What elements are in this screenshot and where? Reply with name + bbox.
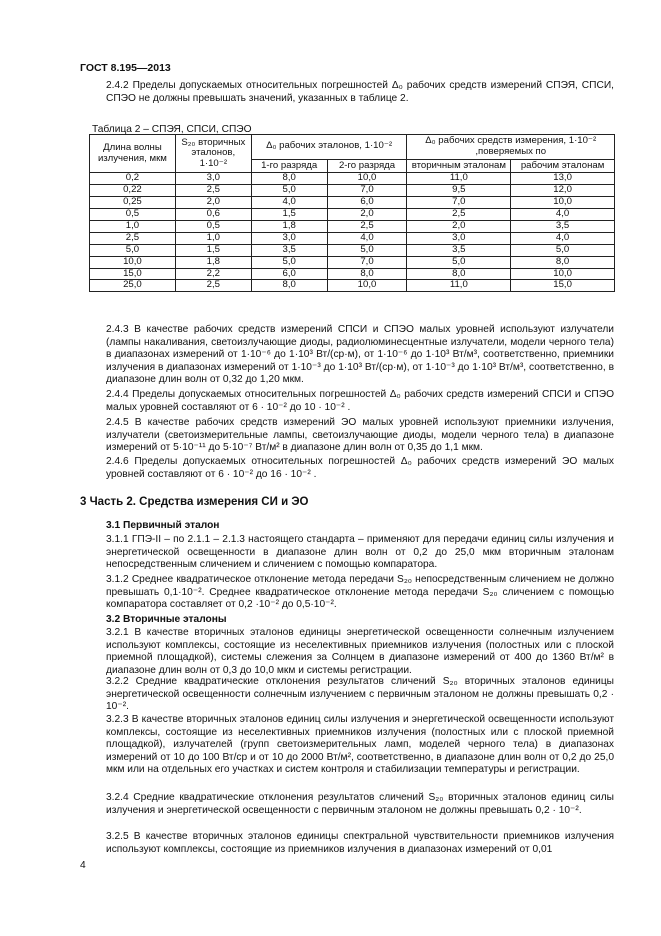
header-wavelength: Длина волны излучения, мкм — [90, 135, 176, 173]
table-cell: 5,0 — [251, 256, 327, 268]
header-secondary: S₂₀ вторичных эталонов, 1·10⁻² — [175, 135, 251, 173]
table-cell: 1,8 — [175, 256, 251, 268]
paragraph-3-2-2: 3.2.2 Средние квадратические отклонения результатов сличений S₂₀ вторичных эталонов единицы энергетической освещенности солнечным излучением с первичным эталоном не должны превышать 0,2 · 10⁻². — [106, 676, 614, 713]
table-cell: 3,5 — [251, 244, 327, 256]
table-2 — [89, 134, 615, 292]
section-3-heading: 3 Часть 2. Средства измерения СИ и ЭО — [80, 496, 309, 508]
header-working-etalons: Δ₀ рабочих эталонов, 1·10⁻² — [251, 135, 407, 160]
table-cell: 1,5 — [175, 244, 251, 256]
header-instruments: Δ₀ рабочих средств измерения, 1·10⁻² ,поверяемых по — [407, 135, 615, 160]
table-row — [90, 268, 615, 280]
table-cell: 5,0 — [251, 185, 327, 197]
header-secondary-etalons: вторичным эталонам — [407, 159, 511, 173]
table-row — [90, 256, 615, 268]
table-cell: 2,5 — [90, 232, 176, 244]
table-cell: 8,0 — [327, 268, 407, 280]
table-row — [90, 220, 615, 232]
table-cell: 4,0 — [327, 232, 407, 244]
paragraph-3-2-1: 3.2.1 В качестве вторичных эталонов единицы энергетической освещенности солнечным излучением используют комплексы, состоящие из неселективных приемников излучения (полостных или с плоской приемной площадкой), системы слежения за Солнцем в диапазоне измерений от 400 до 1360 Вт/м² в диапазоне длин волн от 0,3 до 10,0 мкм и системы регистрации. — [106, 627, 614, 676]
paragraph-3-2-4: 3.2.4 Средние квадратические отклонения результатов сличений S₂₀ вторичных эталонов единиц силы излучения и энергетической освещенности с первичным эталоном не должны превышать 0,2 · 10⁻². — [106, 792, 614, 816]
header-rank-1: 1-го разряда — [251, 159, 327, 173]
table-cell: 2,5 — [175, 185, 251, 197]
table-cell: 4,0 — [251, 197, 327, 209]
table-cell: 6,0 — [251, 268, 327, 280]
table-cell: 8,0 — [511, 256, 615, 268]
table-cell: 8,0 — [407, 268, 511, 280]
table-cell: 11,0 — [407, 173, 511, 185]
table-cell: 6,0 — [327, 197, 407, 209]
table-cell: 12,0 — [511, 185, 615, 197]
table-cell: 2,0 — [407, 220, 511, 232]
table-cell: 3,5 — [407, 244, 511, 256]
paragraph-3-1-2: 3.1.2 Среднее квадратическое отклонение метода передачи S₂₀ непосредственным сличением не должно превышать 0,1·10⁻². Среднее квадратическое отклонение метода передачи S₂₀ сличением с помощью компаратора составляет от 0,2 ·10⁻² до 0,5·10⁻². — [106, 574, 614, 611]
table-cell: 10,0 — [511, 197, 615, 209]
table-cell: 11,0 — [407, 280, 511, 292]
table-cell: 15,0 — [511, 280, 615, 292]
table-row — [90, 173, 615, 185]
paragraph-2-4-5: 2.4.5 В качестве рабочих средств измерений ЭО малых уровней используют приемники излучения, излучатели (светоизмерительные лампы, светоизлучающие диоды, модели черного тела) в диапазоне измерений от 5·10⁻¹¹ до 5·10⁻⁷ Вт/м² в диапазоне длин волн от 0,35 до 1,1 мкм. — [106, 417, 614, 454]
table-row — [90, 280, 615, 292]
table-cell: 9,5 — [407, 185, 511, 197]
table-cell: 10,0 — [511, 268, 615, 280]
table-cell: 7,0 — [407, 197, 511, 209]
table-cell: 2,5 — [327, 220, 407, 232]
table-cell: 2,2 — [175, 268, 251, 280]
subsection-3-1-heading: 3.1 Первичный эталон — [106, 520, 220, 531]
table-cell: 10,0 — [90, 256, 176, 268]
table-cell: 8,0 — [251, 173, 327, 185]
table-cell: 1,8 — [251, 220, 327, 232]
subsection-3-2-heading: 3.2 Вторичные эталоны — [106, 614, 227, 625]
table-cell: 0,5 — [90, 209, 176, 221]
paragraph-3-2-5: 3.2.5 В качестве вторичных эталонов единицы спектральной чувствительности приемников излучения используют комплексы, состоящие из приемников излучения в диапазонах измерений от 0,01 — [106, 831, 614, 855]
paragraph-2-4-3: 2.4.3 В качестве рабочих средств измерений СПСИ и СПЭО малых уровней используют излучатели (лампы накаливания, светоизлучающие диоды, радиолюминесцентные излучатели, модели черного тела) в диапазонах измерений от 1·10⁻⁶ до 1·10³ Вт/(ср·м), от 1·10⁻⁶ до 1·10³ Вт/м³, соответственно, приемники излучения в диапазонах измерений от 1·10⁻³ до 1·10³ Вт/(ср·м), от 1·10⁻³ до 1·10³ Вт/м³, соответственно, в диапазоне длин волн от 0,32 до 1,20 мкм. — [106, 324, 614, 386]
table-cell: 4,0 — [511, 209, 615, 221]
table-cell: 1,0 — [175, 232, 251, 244]
table-cell: 1,5 — [251, 209, 327, 221]
standard-header: ГОСТ 8.195—2013 — [80, 62, 171, 74]
table-cell: 7,0 — [327, 256, 407, 268]
table-cell: 25,0 — [90, 280, 176, 292]
table-cell: 3,0 — [251, 232, 327, 244]
page-number: 4 — [80, 860, 86, 871]
table-cell: 10,0 — [327, 173, 407, 185]
table-cell: 3,5 — [511, 220, 615, 232]
table-row — [90, 197, 615, 209]
table-cell: 0,25 — [90, 197, 176, 209]
table-row — [90, 232, 615, 244]
table-cell: 3,0 — [407, 232, 511, 244]
table-row — [90, 185, 615, 197]
paragraph-2-4-2: 2.4.2 Пределы допускаемых относительных погрешностей Δ₀ рабочих средств измерений СПЭЯ, СПСИ, СПЭО не должны превышать значений, указанных в таблице 2. — [106, 80, 614, 104]
table-cell: 0,6 — [175, 209, 251, 221]
table-cell: 1,0 — [90, 220, 176, 232]
paragraph-2-4-6: 2.4.6 Пределы допускаемых относительных погрешностей Δ₀ рабочих средств измерений ЭО малых уровней составляют от 6 · 10⁻² до 16 · 10⁻² . — [106, 456, 614, 480]
table-cell: 5,0 — [511, 244, 615, 256]
table-cell: 4,0 — [511, 232, 615, 244]
table-cell: 2,5 — [407, 209, 511, 221]
table-cell: 2,0 — [327, 209, 407, 221]
table-cell: 0,22 — [90, 185, 176, 197]
table-cell: 0,5 — [175, 220, 251, 232]
table-cell: 10,0 — [327, 280, 407, 292]
table-cell: 5,0 — [90, 244, 176, 256]
table-cell: 15,0 — [90, 268, 176, 280]
table-cell: 3,0 — [175, 173, 251, 185]
table-cell: 2,5 — [175, 280, 251, 292]
table-cell: 0,2 — [90, 173, 176, 185]
header-work-etalons: рабочим эталонам — [511, 159, 615, 173]
paragraph-3-1-1: 3.1.1 ГПЭ-II – по 2.1.1 – 2.1.3 настоящего стандарта – применяют для передачи единиц силы излучения и энергетической освещенности в диапазоне длин волн от 0,2 до 25,0 мкм вторичным эталонам непосредственным сличением и сличением с помощью компаратора. — [106, 534, 614, 571]
header-rank-2: 2-го разряда — [327, 159, 407, 173]
table-row — [90, 244, 615, 256]
table-cell: 8,0 — [251, 280, 327, 292]
paragraph-2-4-4: 2.4.4 Пределы допускаемых относительных погрешностей Δ₀ рабочих средств измерений СПСИ и СПЭО малых уровней составляют от 6 · 10⁻² до 10 · 10⁻² . — [106, 389, 614, 413]
table-cell: 5,0 — [327, 244, 407, 256]
table-cell: 5,0 — [407, 256, 511, 268]
paragraph-3-2-3: 3.2.3 В качестве вторичных эталонов единиц силы излучения и энергетической освещенности используют комплексы, состоящие из неселективных приемников излучения (полостных или с плоской приемной площадкой), излучателей (групп светоизмерительных ламп, моделей черного тела) в диапазонах измерений от 10 до 100 Вт/ср и от 10 до 2000 Вт/м², соответственно, в диапазоне длин волн от 0,2 до 25,0 мкм или на отдельных его участках и систем контроля и стабилизации температуры и регистрации. — [106, 714, 614, 776]
table-row — [90, 209, 615, 221]
table-cell: 7,0 — [327, 185, 407, 197]
table-caption: Таблица 2 – СПЭЯ, СПСИ, СПЭО — [92, 124, 252, 135]
table-cell: 2,0 — [175, 197, 251, 209]
table-cell: 13,0 — [511, 173, 615, 185]
